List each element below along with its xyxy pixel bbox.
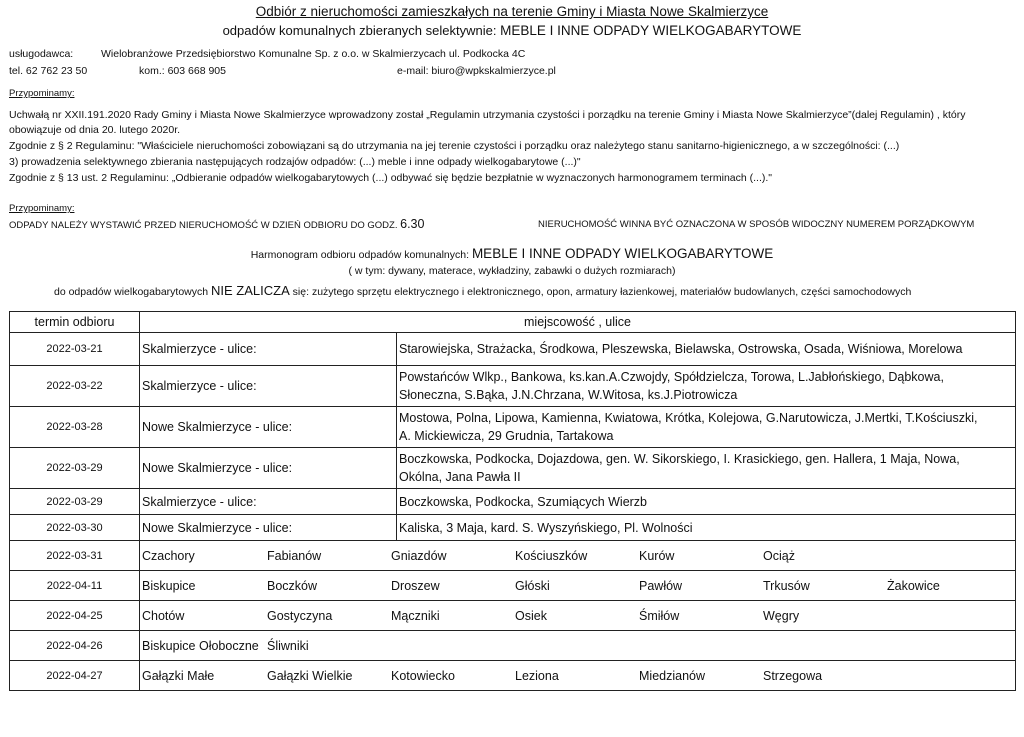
streets <box>397 407 1016 448</box>
village-name: Ociąż <box>763 548 795 563</box>
table-body <box>10 333 1016 691</box>
table-row <box>10 515 1016 541</box>
table-header-row <box>10 312 1016 333</box>
pickup-date: 2022-03-29 <box>10 448 140 489</box>
table-row <box>10 631 1016 661</box>
schedule-table <box>9 311 1016 691</box>
village-name: Gałązki Wielkie <box>267 668 353 683</box>
village-name: Czachory <box>142 548 195 563</box>
village-name: Węgry <box>763 608 800 623</box>
document-title: Odbiór z nieruchomości zamieszkałych na terenie Gminy i Miasta Nowe Skalmierzyce <box>255 4 769 19</box>
reminder-label: Przypominamy: <box>9 88 75 99</box>
village-name <box>887 609 1007 623</box>
pickup-date: 2022-03-31 <box>10 541 140 571</box>
streets <box>397 366 1016 407</box>
provider-label: usługodawca: <box>9 48 74 60</box>
put-out-time: 6.30 <box>400 217 425 231</box>
property-number-notice: NIERUCHOMOŚĆ WINNA BYĆ OZNACZONA W SPOSÓB WIDOCZNY NUMEREM PORZĄDKOWYM <box>538 219 975 230</box>
pickup-date: 2022-03-22 <box>10 366 140 407</box>
locality: Nowe Skalmierzyce - ulice: <box>140 448 397 489</box>
village-name: Biskupice Ołoboczne <box>142 638 259 653</box>
locality: Skalmierzyce - ulice: <box>140 489 397 515</box>
village-name: Fabianów <box>267 548 322 563</box>
villages <box>140 601 1016 631</box>
streets-line-1: Boczkowska, Podkocka, Dojazdowa, gen. W. Sikorskiego, I. Krasickiego, gen. Hallera, 1 Maja, Nowa, <box>399 452 960 466</box>
villages <box>140 541 1016 571</box>
regulation-line-5: Zgodnie z § 13 ust. 2 Regulaminu: „Odbieranie odpadów wielkogabarytowych (...) odbywać się będzie bezpłatnie w wyznaczonych harmonogramem terminach (...)." <box>9 172 773 184</box>
pickup-date: 2022-03-29 <box>10 489 140 515</box>
pickup-date: 2022-04-27 <box>10 661 140 691</box>
village-name <box>887 639 1007 653</box>
village-name: Biskupice <box>142 578 196 593</box>
table-row <box>10 333 1016 366</box>
provider-name: Wielobranżowe Przedsiębiorstwo Komunalne Sp. z o.o. w Skalmierzycach ul. Podkocka 4C <box>101 48 526 60</box>
pickup-date: 2022-03-21 <box>10 333 140 366</box>
village-name: Śmiłów <box>639 608 680 623</box>
streets-line-1: Starowiejska, Strażacka, Środkowa, Pleszewska, Bielawska, Ostrowska, Osada, Wiśniowa, Morelowa <box>399 342 963 356</box>
table-row <box>10 448 1016 489</box>
villages <box>140 661 1016 691</box>
village-name <box>639 639 763 653</box>
regulation-line-3: Zgodnie z § 2 Regulaminu: "Właściciele nieruchomości zobowiązani są do utrzymania na jej terenie czystości i porządku oraz należytego stanu sanitarno-higienicznego, a w szczególności: (...) <box>9 140 900 152</box>
village-name: Miedzianów <box>639 668 706 683</box>
village-name: Boczków <box>267 578 318 593</box>
locality: Skalmierzyce - ulice: <box>140 333 397 366</box>
village-name: Droszew <box>391 578 440 593</box>
streets <box>397 448 1016 489</box>
streets-line-1: Kaliska, 3 Maja, kard. S. Wyszyńskiego, Pl. Wolności <box>399 520 693 535</box>
streets <box>397 489 1016 515</box>
village-name: Kotowiecko <box>391 668 455 683</box>
pickup-date: 2022-04-11 <box>10 571 140 601</box>
streets-line-2: Słoneczna, S.Bąka, J.N.Chrzana, W.Witosa, ks.J.Piotrowicza <box>399 388 738 402</box>
pickup-date: 2022-04-26 <box>10 631 140 661</box>
village-name: Gałązki Małe <box>142 668 215 683</box>
column-header-place: miejscowość , ulice <box>140 312 1016 333</box>
table-row <box>10 601 1016 631</box>
village-name: Gostyczyna <box>267 608 333 623</box>
pickup-date: 2022-03-30 <box>10 515 140 541</box>
village-name <box>887 669 1007 683</box>
phone-number: tel. 62 762 23 50 <box>9 65 88 77</box>
pickup-date: 2022-03-28 <box>10 407 140 448</box>
pickup-date: 2022-04-25 <box>10 601 140 631</box>
exclusions-rest: się: zużytego sprzętu elektrycznego i elektronicznego, opon, armatury łazienkowej, materiałów budowlanych, części samochodowych <box>289 286 912 298</box>
table-row <box>10 541 1016 571</box>
village-name <box>763 639 887 653</box>
email-address: e-mail: biuro@wpkskalmierzyce.pl <box>397 65 556 77</box>
village-name: Osiek <box>515 608 547 623</box>
village-name: Kurów <box>639 548 675 563</box>
document-subtitle <box>0 23 1024 38</box>
reminder-label-2: Przypominamy: <box>9 203 75 214</box>
village-name: Gniazdów <box>391 548 447 563</box>
table-row <box>10 366 1016 407</box>
schedule-prefix: Harmonogram odbioru odpadów komunalnych: <box>250 249 472 261</box>
streets-line-1: Mostowa, Polna, Lipowa, Kamienna, Kwiatowa, Krótka, Kolejowa, G.Narutowicza, J.Mertki, T.Kościuszki, <box>399 411 978 425</box>
villages <box>140 631 1016 661</box>
regulation-line-4: 3) prowadzenia selektywnego zbierania następujących rodzajów odpadów: (...) meble i inne odpady wielkogabarytowe (...)" <box>9 156 581 168</box>
village-name <box>391 639 515 653</box>
subtitle-prefix: odpadów komunalnych zbieranych selektywnie: <box>222 23 501 38</box>
streets-line-1: Boczkowska, Podkocka, Szumiących Wierzb <box>399 494 648 509</box>
village-name: Mączniki <box>391 608 440 623</box>
regulation-line-2: obowiązuje od dnia 20. lutego 2020r. <box>9 124 181 136</box>
streets-line-2: A. Mickiewicza, 29 Grudnia, Tartakowa <box>399 429 614 443</box>
village-name: Kościuszków <box>515 548 588 563</box>
exclusions-prefix: do odpadów wielkogabarytowych <box>54 286 212 298</box>
table-row <box>10 661 1016 691</box>
table-row <box>10 489 1016 515</box>
village-name: Leziona <box>515 668 559 683</box>
mobile-number: kom.: 603 668 905 <box>139 65 226 77</box>
column-header-date: termin odbioru <box>10 312 140 333</box>
regulation-line-1: Uchwałą nr XXII.191.2020 Rady Gminy i Miasta Nowe Skalmierzyce wprowadzony został „Regulamin utrzymania czystości i porządku na terenie Gminy i Miasta Nowe Skalmierzyce”(dalej Regulamin) , który <box>9 109 966 121</box>
village-name: Chotów <box>142 608 185 623</box>
exclusions-key: NIE ZALICZA <box>211 283 290 298</box>
streets <box>397 515 1016 541</box>
put-out-notice <box>9 217 424 231</box>
village-name: Głóski <box>515 578 550 593</box>
village-name: Pawłów <box>639 578 683 593</box>
locality: Nowe Skalmierzyce - ulice: <box>140 515 397 541</box>
locality: Skalmierzyce - ulice: <box>140 366 397 407</box>
streets <box>397 333 1016 366</box>
village-name <box>887 549 1007 563</box>
table-row <box>10 571 1016 601</box>
schedule-heading <box>0 246 1024 261</box>
locality: Nowe Skalmierzyce - ulice: <box>140 407 397 448</box>
streets-line-1: Powstańców Wlkp., Bankowa, ks.kan.A.Czwojdy, Spółdzielcza, Torowa, L.Jabłońskiego, Dąbkowa, <box>399 370 944 384</box>
table-row <box>10 407 1016 448</box>
village-name: Żakowice <box>887 578 940 593</box>
schedule-waste-type: MEBLE I INNE ODPADY WIELKOGABARYTOWE <box>471 246 774 261</box>
village-name <box>515 639 639 653</box>
villages <box>140 571 1016 601</box>
schedule-exclusions <box>54 283 911 298</box>
subtitle-waste-type: MEBLE I INNE ODPADY WIELKOGABARYTOWE <box>500 23 802 38</box>
village-name: Strzegowa <box>763 668 823 683</box>
put-out-text: ODPADY NALEŻY WYSTAWIĆ PRZED NIERUCHOMOŚĆ W DZIEŃ ODBIORU DO GODZ. <box>9 220 401 231</box>
village-name: Śliwniki <box>267 638 309 653</box>
village-name: Trkusów <box>763 578 810 593</box>
streets-line-2: Okólna, Jana Pawła II <box>399 470 521 484</box>
schedule-includes: ( w tym: dywany, materace, wykładziny, zabawki o dużych rozmiarach) <box>348 265 676 277</box>
